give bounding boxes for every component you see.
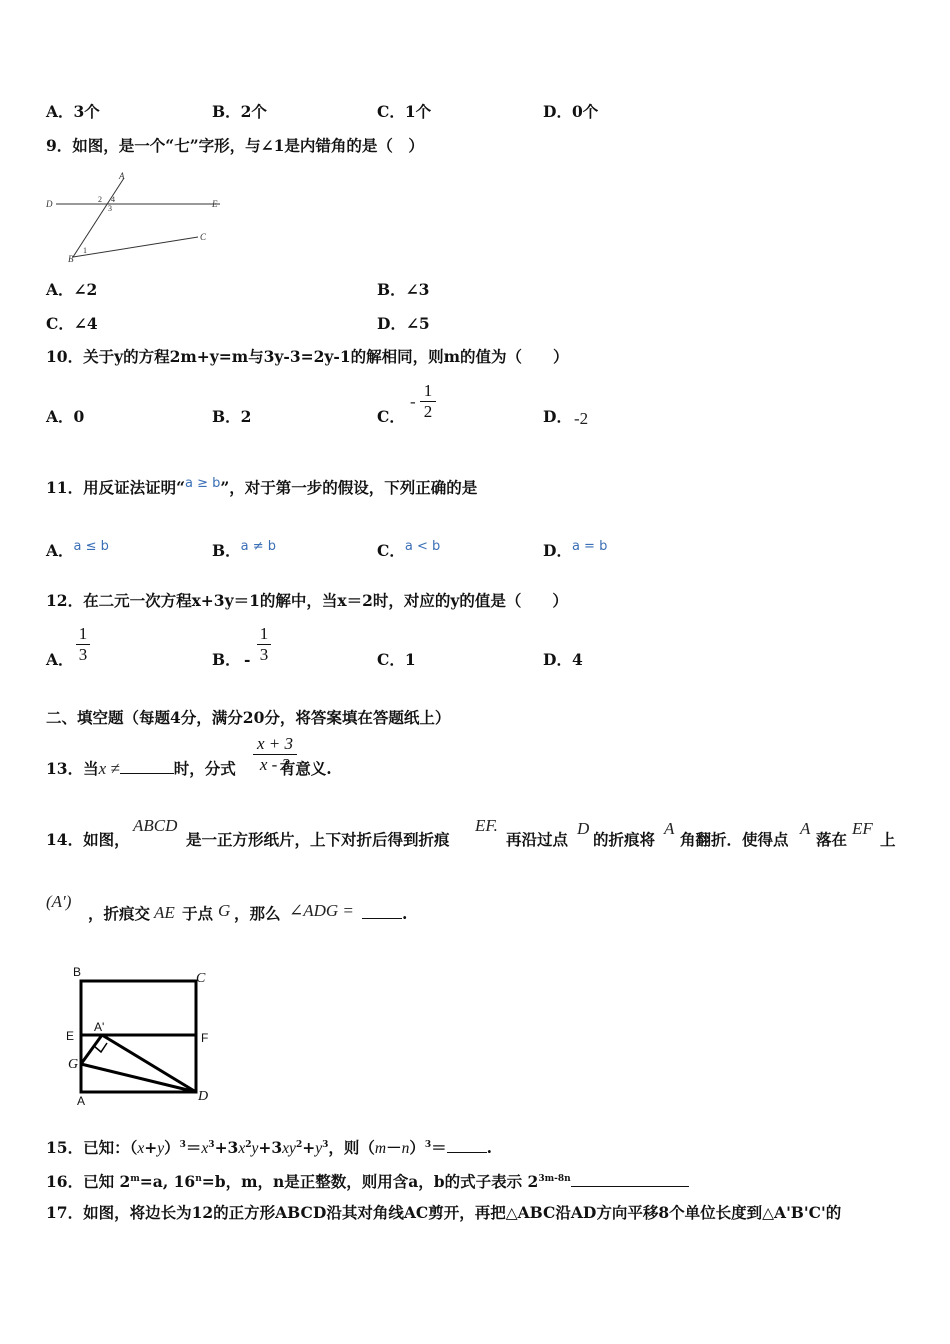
q10-c-numerator: 1 — [423, 381, 433, 400]
q14-a: A — [664, 819, 675, 838]
q14-line1-d: 的折痕将 — [593, 830, 656, 849]
q10-c-denominator: 2 — [423, 402, 433, 421]
q9-figure — [40, 170, 230, 265]
q11-stem-post: ”，对于第一步的假设，下列正确的是 — [220, 478, 478, 497]
q10-stem: 10．关于y的方程2m+y=m与3y-3=2y-1的解相同，则m的值为（ ） — [46, 347, 569, 366]
q11-stem-pre: 11．用反证法证明“ — [46, 478, 185, 497]
q9-label-a: A — [119, 171, 125, 181]
q9-label-b: B — [68, 254, 74, 264]
q8-option-b: B．2个 — [212, 102, 267, 121]
q11-option-b — [212, 541, 276, 563]
q14-line2-c: ，那么 — [234, 904, 281, 923]
q8-option-c: C．1个 — [377, 102, 432, 121]
fig14-label-c: C — [196, 971, 206, 986]
q16-exponent: 3m-8n — [538, 1174, 571, 1184]
q9-label-d: D — [46, 199, 53, 209]
section-heading-fill-in: 二、填空题（每题4分，满分20分，将答案填在答题纸上） — [46, 708, 451, 727]
q12-option-a-label: A． — [46, 650, 74, 669]
q12-a-denominator: 3 — [78, 645, 88, 664]
q11-c-expr: a < b — [404, 539, 441, 554]
q9-option-a: A．∠2 — [46, 280, 98, 299]
q12-option-b-sign: - — [244, 650, 251, 669]
q9-angle-2: 2 — [98, 195, 102, 204]
q16-answer-blank — [571, 1186, 689, 1187]
q11-option-c — [377, 541, 440, 563]
fig14-label-g: G — [68, 1057, 79, 1072]
q14-figure — [62, 962, 222, 1110]
q12-b-denominator: 3 — [259, 645, 269, 664]
q10-option-a: A．0 — [46, 407, 85, 426]
q13-mid: 时，分式 — [173, 759, 236, 778]
q11-b-expr: a ≠ b — [240, 539, 276, 554]
q14-line1-f: 落在 — [816, 830, 848, 849]
q9-label-c: C — [200, 232, 207, 242]
q13-denominator: x - 3 — [259, 755, 291, 774]
q9-angle-4: 4 — [111, 195, 115, 204]
q14-answer-blank — [362, 918, 402, 919]
q13-fraction — [253, 734, 297, 775]
q11-option-d — [543, 541, 607, 563]
q14-line2-a: ，折痕交 — [88, 904, 151, 923]
q14-line1-a: 14．如图， — [46, 830, 130, 849]
q12-a-numerator: 1 — [78, 624, 88, 643]
q11-d-label: D． — [543, 541, 572, 560]
q12-option-a-fraction — [76, 624, 90, 665]
q10-option-d-label: D． — [543, 407, 572, 426]
q15-answer-blank — [447, 1152, 487, 1153]
q13-x-neq: x ≠ — [98, 759, 120, 778]
q14-d: D — [577, 819, 590, 838]
q16-line — [46, 1169, 689, 1192]
q9-option-b: B．∠3 — [377, 280, 430, 299]
q12-option-d: D．4 — [543, 650, 583, 669]
q9-angle-3: 3 — [108, 204, 112, 213]
q9-angle-1: 1 — [83, 246, 87, 255]
q14-abcd: ABCD — [133, 816, 178, 835]
q13-numerator: x + 3 — [256, 734, 294, 753]
q12-stem: 12．在二元一次方程x+3y＝1的解中，当x＝2时，对应的y的值是（ ） — [46, 591, 568, 610]
q14-line1-g: 上 — [880, 830, 896, 849]
q14-line2-b: 于点 — [182, 904, 214, 923]
q11-a-expr: a ≤ b — [73, 539, 109, 554]
q14-ae: AE — [154, 903, 175, 922]
q8-option-d: D．0个 — [543, 102, 599, 121]
q10-option-c-fraction — [420, 381, 436, 422]
q12-option-b-fraction — [257, 624, 271, 665]
q14-ef: EF. — [475, 816, 498, 835]
q10-option-d-value: -2 — [574, 409, 589, 428]
q16-post: =b，m，n是正整数，则用含a，b的式子表示 2 — [201, 1172, 539, 1192]
fig14-label-e: E — [66, 1029, 75, 1043]
q13-post: 有意义. — [279, 759, 332, 778]
q14-aprime: (A′) — [46, 892, 72, 911]
q16-m-sup: m — [130, 1174, 140, 1184]
q9-label-e: E — [212, 199, 218, 209]
q11-b-label: B． — [212, 541, 241, 560]
q15-line: 15．已知：$(x+y)^3=x^3+3x^2y+3xy^2+y^3$，则$(m-n)^3=$ . — [46, 1138, 493, 1158]
q9-option-c: C．∠4 — [46, 314, 98, 333]
q14-angle-adg: ∠ADG = — [289, 901, 354, 920]
q11-stem-expr: a ≥ b — [185, 476, 221, 491]
q14-ef2: EF — [852, 819, 873, 838]
q16-n-sup: n — [195, 1174, 202, 1184]
fig14-label-f: F — [201, 1031, 209, 1045]
q14-line1-b: 是一正方形纸片，上下对折后得到折痕 — [186, 830, 450, 849]
q14-line1-c: 再沿过点 — [506, 830, 569, 849]
q10-option-c-label: C． — [377, 407, 405, 426]
q11-a-label: A． — [46, 541, 74, 560]
q12-option-c: C．1 — [377, 650, 416, 669]
q12-b-numerator: 1 — [259, 624, 269, 643]
q14-a2: A — [800, 819, 811, 838]
q16-pre: 16．已知 2 — [46, 1172, 131, 1192]
fig14-label-a: A — [77, 1094, 86, 1108]
q10-option-b: B．2 — [212, 407, 252, 426]
q14-answer-line — [362, 904, 407, 924]
q13-pre: 13．当 — [46, 759, 99, 778]
q11-option-a — [46, 541, 109, 563]
fig14-label-aprime: A' — [94, 1020, 105, 1034]
q14-end: . — [402, 904, 408, 923]
q17-stem: 17．如图，将边长为12的正方形ABCD沿其对角线AC剪开，再把△ABC沿AD方向平移8个单位长度到△A'B'C'的 — [46, 1203, 842, 1222]
q16-mid: =a, 16 — [139, 1172, 196, 1192]
q11-d-expr: a = b — [571, 539, 608, 554]
q11-c-label: C． — [377, 541, 405, 560]
fig14-label-b: B — [73, 965, 82, 979]
q12-option-b-label: B． — [212, 650, 241, 669]
q14-line1-e: 角翻折．使得点 — [680, 830, 789, 849]
q8-option-a: A．3个 — [46, 102, 100, 121]
q14-g: G — [218, 901, 231, 920]
fig14-label-d: D — [198, 1089, 209, 1104]
q9-stem: 9．如图，是一个“七”字形，与∠1是内错角的是（ ） — [46, 136, 424, 155]
q11-stem — [46, 478, 477, 500]
q13-answer-blank — [120, 773, 174, 774]
q10-option-c-sign: - — [410, 392, 416, 411]
q9-option-d: D．∠5 — [377, 314, 430, 333]
